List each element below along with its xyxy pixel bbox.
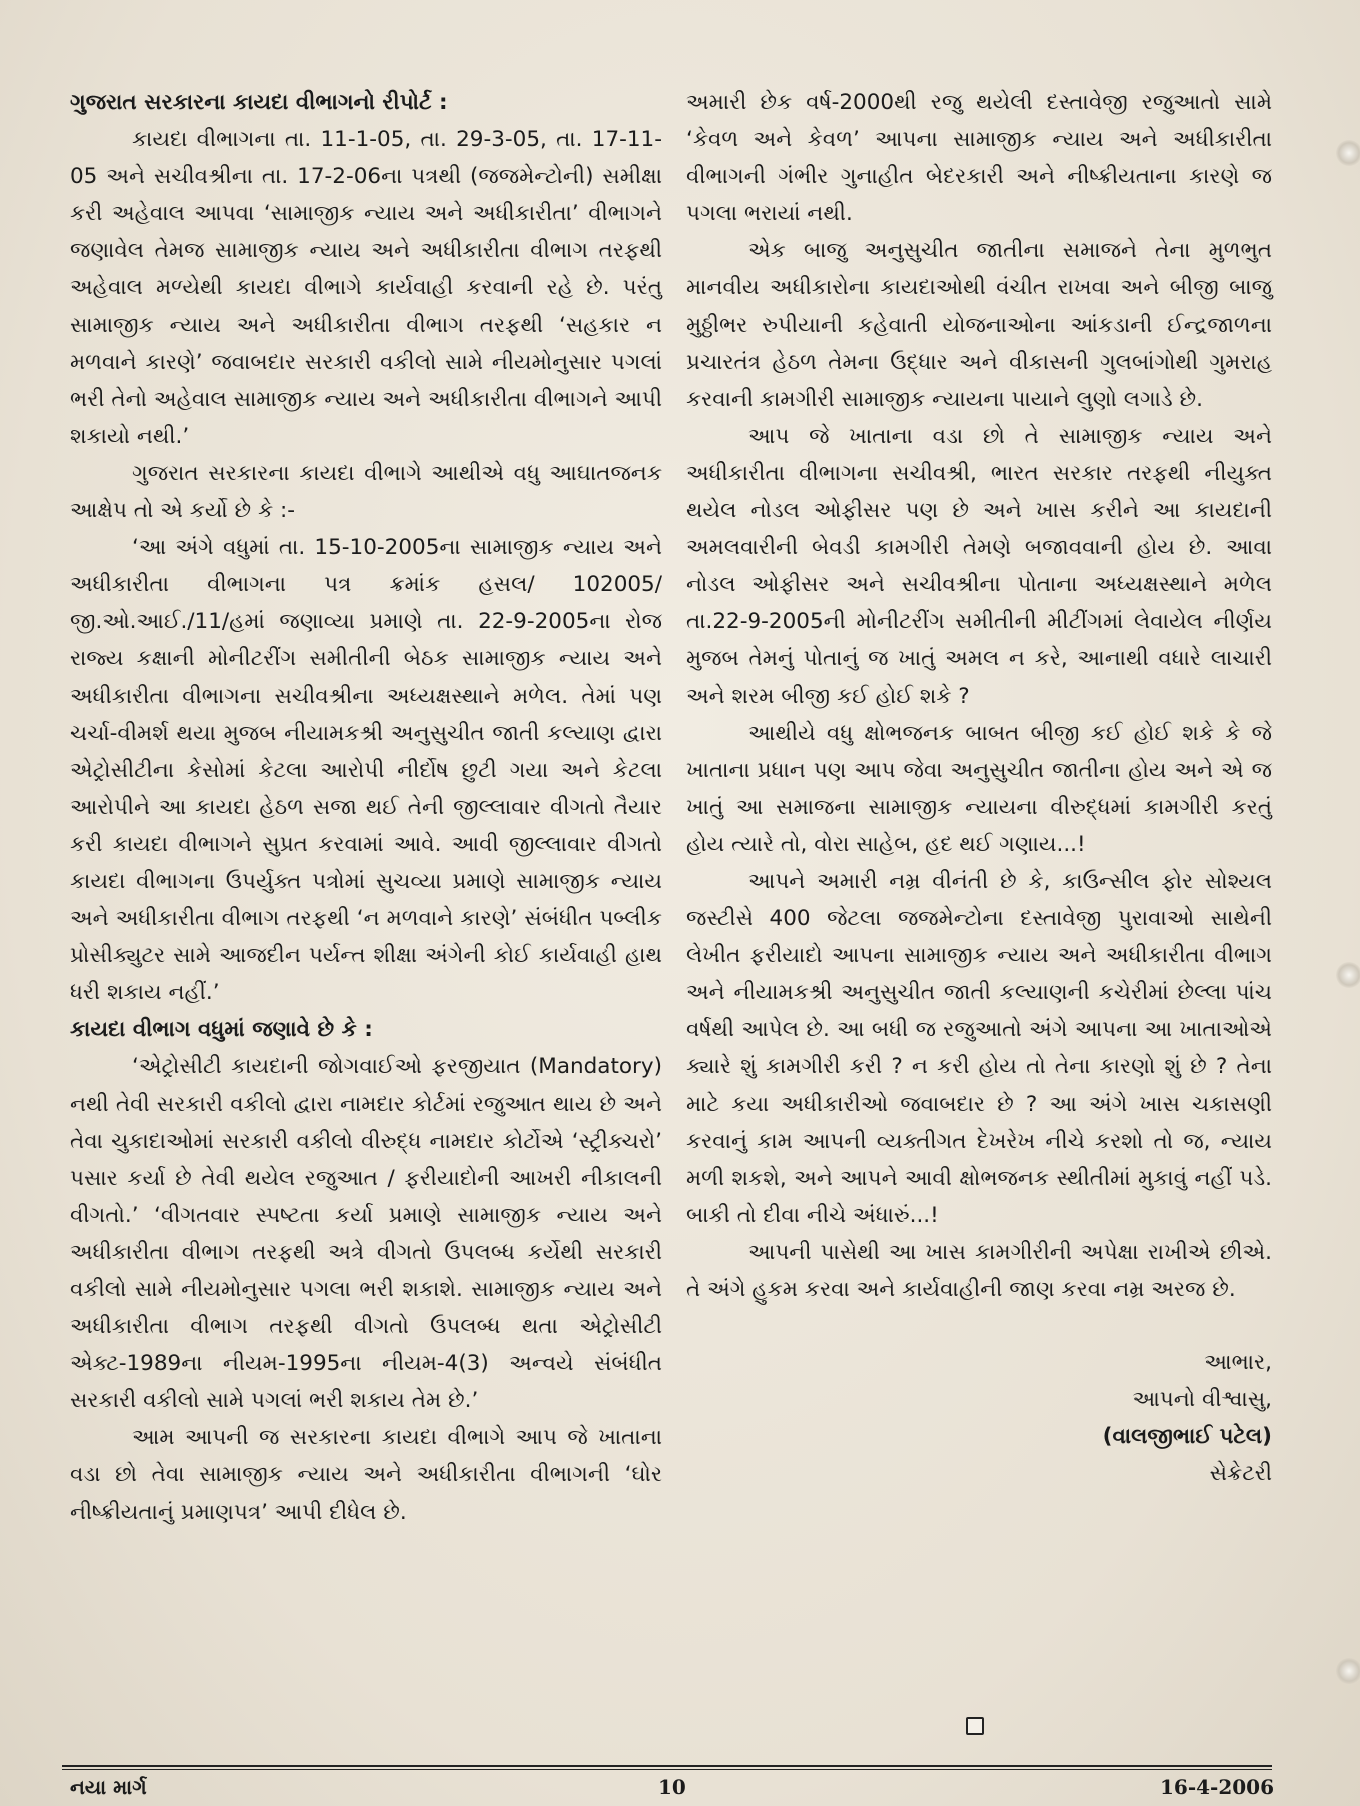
publication-name: નયા માર્ગ	[70, 1775, 147, 1799]
paragraph: ‘એટ્રોસીટી કાયદાની જોગવાઈઓ ફરજીયાત (Mandatory) નથી તેવી સરકારી વકીલો દ્વારા નામદાર કોર્ટમાં રજુઆત થાય છે અને તેવા ચુકાદાઓમાં સરકારી વકીલો વીરુદ્ધ નામદાર કોર્ટોએ ‘સ્ટ્રીક્ચરો’ પસાર કર્યા છે તેવી થયેલ રજુઆત / ફરીયાદોની આખરી નીકાલની વીગતો.’ ‘વીગતવાર સ્પષ્ટતા કર્યા પ્રમાણે સામાજીક ન્યાય અને અધીકારીતા વીભાગ તરફથી અત્રે વીગતો ઉપલબ્ધ કર્યેથી સરકારી વકીલો સામે નીયમોનુસાર પગલા ભરી શકાશે. સામાજીક ન્યાય અને અધીકારીતા વીભાગ તરફથી વીગતો ઉપલબ્ધ થતા એટ્રોસીટી એક્ટ-1989ના નીયમ-1995ના નીયમ-4(3) અન્વયે સંબંધીત સરકારી વકીલો સામે પગલાં ભરી શકાય તેમ છે.’	[70, 1054, 662, 1414]
paragraph: આપને અમારી નમ્ર વીનંતી છે કે, કાઉન્સીલ ફોર સોશ્યલ જસ્ટીસે 400 જેટલા જજમેન્ટોના દસ્તાવેજી પુરાવાઓ સાથેની લેખીત ફરીયાદો આપના સામાજીક ન્યાય અને અધીકારીતા વીભાગ અને નીયામકશ્રી અનુસુચીત જાતી કલ્યાણની કચેરીમાં છેલ્લા પાંચ વર્ષથી આપેલ છે. આ બધી જ રજુઆતો અંગે આપના આ ખાતાઓએ ક્યારે શું કામગીરી કરી ? ન કરી હોય તો તેના કારણો શું છે ? તેના માટે કયા અધીકારીઓ જવાબદાર છે ? આ અંગે ખાસ ચકાસણી કરવાનું કામ આપની વ્યક્તીગત દેખરેખ નીચે કરશો તો જ, ન્યાય મળી શકશે, અને આપને આવી ક્ષોભજનક સ્થીતીમાં મુકાવું નહીં પડે. બાકી તો દીવા નીચે અંધારું...!	[686, 868, 1272, 1228]
issue-date: 16-4-2006	[1160, 1775, 1275, 1799]
footer-rule	[62, 1765, 1272, 1767]
closing-yours: આપનો વીશ્વાસુ,	[1132, 1387, 1272, 1413]
punch-hole	[1336, 1658, 1360, 1684]
footer-rule	[62, 1769, 1272, 1770]
paragraph: ‘આ અંગે વધુમાં તા. 15-10-2005ના સામાજીક ન્યાય અને અધીકારીતા વીભાગના પત્ર ક્રમાંક હસલ/ 102005/જી.ઓ.આઈ./11/હમાં જણાવ્યા પ્રમાણે તા. 22-9-2005ના રોજ રાજ્ય કક્ષાની મોનીટરીંગ સમીતીની બેઠક સામાજીક ન્યાય અને અધીકારીતા વીભાગના સચીવશ્રીના અધ્યક્ષસ્થાને મળેલ. તેમાં પણ ચર્ચા-વીમર્શ થયા મુજબ નીયામકશ્રી અનુસુચીત જાતી કલ્યાણ દ્વારા એટ્રોસીટીના કેસોમાં કેટલા આરોપી નીર્દોષ છુટી ગયા અને કેટલા આરોપીને આ કાયદા હેઠળ સજા થઈ તેની જીલ્લાવાર વીગતો તૈયાર કરી કાયદા વીભાગને સુપ્રત કરવામાં આવે. આવી જીલ્લાવાર વીગતો કાયદા વીભાગના ઉપર્યુક્ત પત્રોમાં સુચવ્યા પ્રમાણે સામાજીક ન્યાય અને અધીકારીતા વીભાગ તરફથી ‘ન મળવાને કારણે’ સંબંધીત પબ્લીક પ્રોસીક્યુટર સામે આજદીન પર્યન્ત શીક્ષા અંગેની કોઈ કાર્યવાહી હાથ ધરી શકાય નહીં.’	[70, 535, 662, 1006]
closing-thanks: આભાર,	[1204, 1350, 1272, 1376]
end-of-article-box-icon	[966, 1717, 984, 1735]
left-column	[70, 84, 662, 1531]
paragraph: ગુજરાત સરકારના કાયદા વીભાગે આથીએ વધુ આઘાતજનક આક્ષેપ તો એ કર્યો છે કે :-	[70, 460, 662, 524]
signer-name: (વાલજીભાઈ પટેલ)	[1102, 1424, 1272, 1450]
section-heading: કાયદા વીભાગ વધુમાં જણાવે છે કે :	[70, 1017, 373, 1043]
section-heading: ગુજરાત સરકારના કાયદા વીભાગનો રીપોર્ટ :	[70, 90, 448, 115]
punch-hole	[1336, 962, 1360, 988]
paragraph: આપની પાસેથી આ ખાસ કામગીરીની અપેક્ષા રાખીએ છીએ. તે અંગે હુકમ કરવા અને કાર્યવાહીની જાણ કરવા નમ્ર અરજ છે.	[686, 1239, 1272, 1302]
paragraph: આમ આપની જ સરકારના કાયદા વીભાગે આપ જે ખાતાના વડા છો તેવા સામાજીક ન્યાય અને અધીકારીતા વીભાગની ‘ઘોર નીષ્ક્રીયતાનું પ્રમાણપત્ર’ આપી દીધેલ છે.	[70, 1425, 662, 1525]
paragraph: આથીયે વધુ ક્ષોભજનક બાબત બીજી કઈ હોઈ શકે કે જે ખાતાના પ્રધાન પણ આપ જેવા અનુસુચીત જાતીના હોય અને એ જ ખાતું આ સમાજના સામાજીક ન્યાયના વીરુદ્ધમાં કામગીરી કરતું હોય ત્યારે તો, વોરા સાહેબ, હદ થઈ ગણાય...!	[686, 720, 1272, 857]
paragraph: એક બાજુ અનુસુચીત જાતીના સમાજને તેના મુળભુત માનવીય અધીકારોના કાયદાઓથી વંચીત રાખવા અને બીજી બાજુ મુઠ્ઠીભર રુપીયાની કહેવાતી યોજનાઓના આંકડાની ઈન્દ્રજાળના પ્રચારતંત્ર હેઠળ તેમના ઉદ્ધાર અને વીકાસની ગુલબાંગોથી ગુમરાહ કરવાની કામગીરી સામાજીક ન્યાયના પાયાને લુણો લગાડે છે.	[686, 238, 1272, 412]
paragraph: કાયદા વીભાગના તા. 11-1-05, તા. 29-3-05, તા. 17-11-05 અને સચીવશ્રીના તા. 17-2-06ના પત્રથી (જજમેન્ટોની) સમીક્ષા કરી અહેવાલ આપવા ‘સામાજીક ન્યાય અને અધીકારીતા’ વીભાગને જણાવેલ તેમજ સામાજીક ન્યાય અને અધીકારીતા વીભાગ તરફથી અહેવાલ મળ્યેથી કાયદા વીભાગે કાર્યવાહી કરવાની રહે છે. પરંતુ સામાજીક ન્યાય અને અધીકારીતા વીભાગ તરફથી ‘સહકાર ન મળવાને કારણે’ જવાબદાર સરકારી વકીલો સામે નીયમોનુસાર પગલાં ભરી તેનો અહેવાલ સામાજીક ન્યાય અને અધીકારીતા વીભાગને આપી શકાયો નથી.’	[70, 127, 662, 449]
paragraph: આપ જે ખાતાના વડા છો તે સામાજીક ન્યાય અને અધીકારીતા વીભાગના સચીવશ્રી, ભારત સરકાર તરફથી નીયુક્ત થયેલ નોડલ ઓફીસર પણ છે અને ખાસ કરીને આ કાયદાની અમલવારીની બેવડી કામગીરી તેમણે બજાવવાની હોય છે. આવા નોડલ ઓફીસર અને સચીવશ્રીના પોતાના અધ્યક્ષસ્થાને મળેલ તા.22-9-2005ની મોનીટરીંગ સમીતીની મીટીંગમાં લેવાયેલ નીર્ણય મુજબ તેમનું પોતાનું જ ખાતું અમલ ન કરે, આનાથી વધારે લાચારી અને શરમ બીજી કઈ હોઈ શકે ?	[686, 423, 1272, 709]
right-column	[686, 84, 1272, 1492]
page-number: 10	[658, 1775, 686, 1799]
punch-hole	[1336, 140, 1360, 166]
paragraph: અમારી છેક વર્ષ-2000થી રજુ થયેલી દસ્તાવેજી રજુઆતો સામે ‘કેવળ અને કેવળ’ આપના સામાજીક ન્યાય અને અધીકારીતા વીભાગની ગંભીર ગુનાહીત બેદરકારી અને નીષ્ક્રીયતાના કારણે જ પગલા ભરાયાં નથી.	[686, 90, 1272, 227]
signer-designation: સેક્રેટરી	[1209, 1461, 1272, 1487]
